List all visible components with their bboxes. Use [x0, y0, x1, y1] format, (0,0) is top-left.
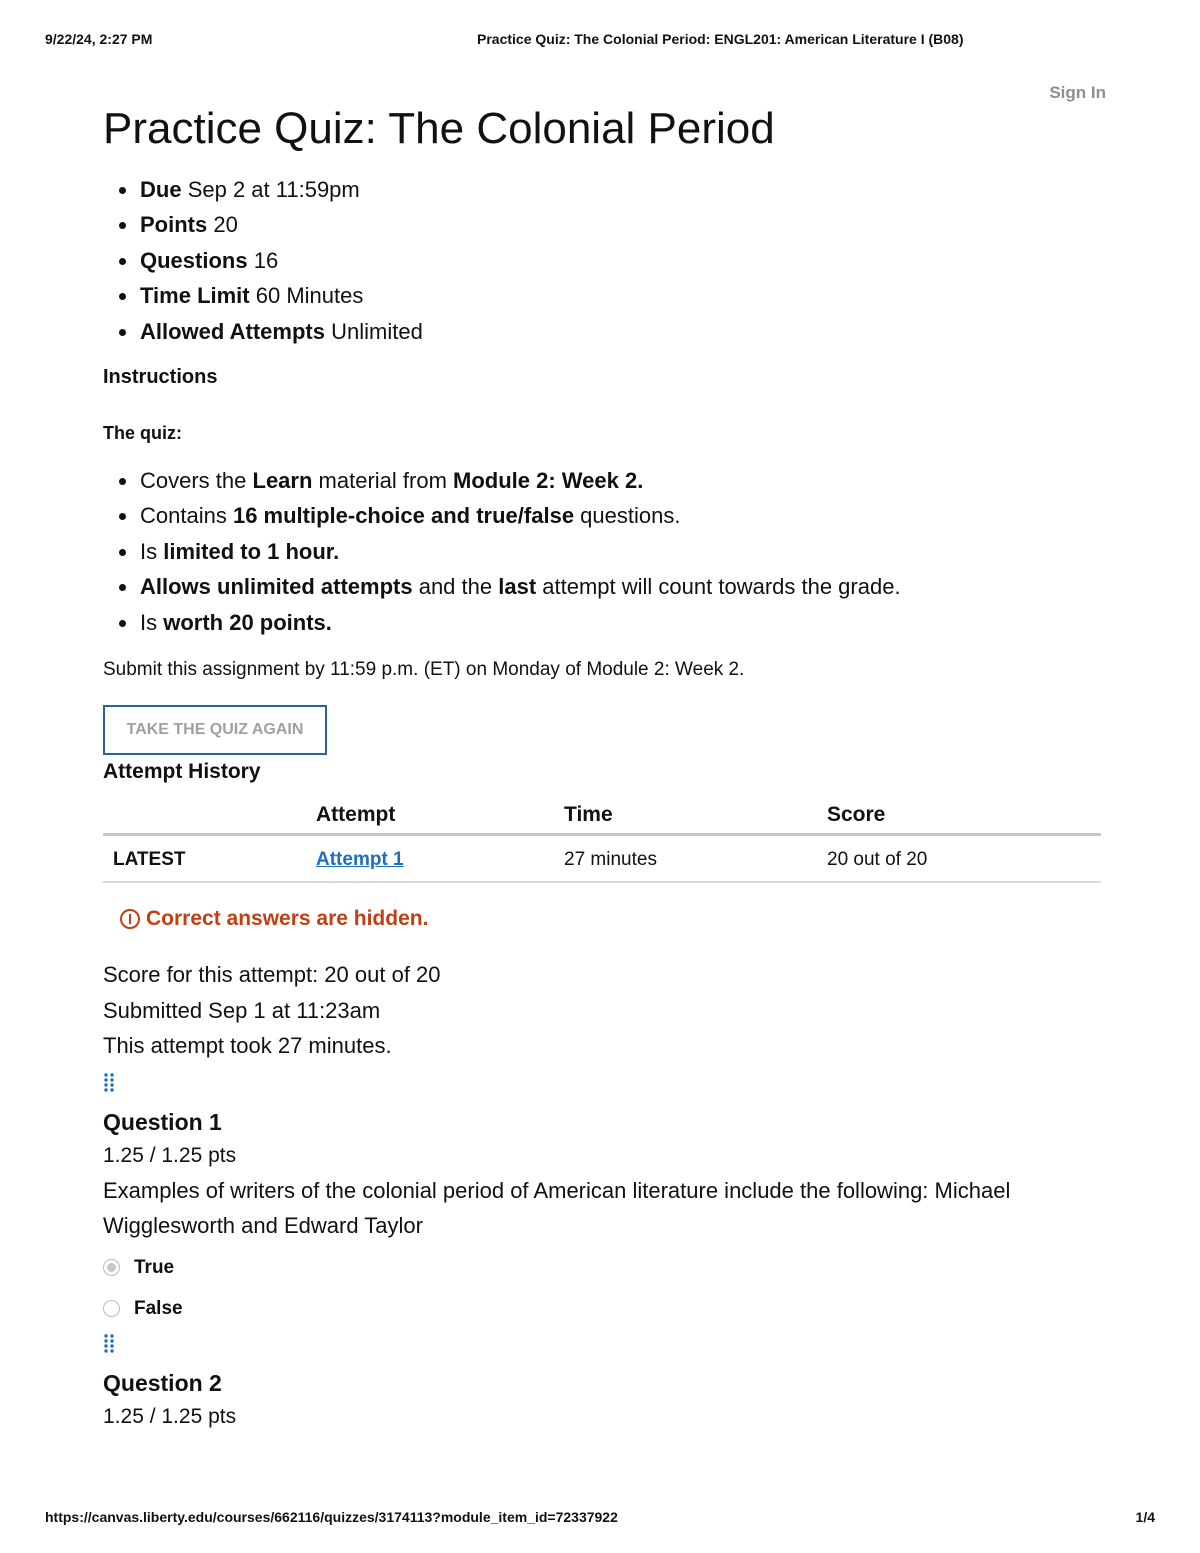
print-page-title: Practice Quiz: The Colonial Period: ENGL201: American Literature I (B08) [477, 31, 964, 47]
answer-label: True [134, 1256, 175, 1278]
question-title: Question 1 [103, 1108, 222, 1135]
table-header-attempt: Attempt [316, 799, 564, 835]
print-url: https://canvas.liberty.edu/courses/662116/quizzes/3174113?module_item_id=72337922 [45, 1509, 618, 1525]
quiz-meta-list [103, 172, 1103, 349]
hidden-note-text: Correct answers are hidden. [146, 907, 429, 931]
instruction-item [139, 569, 1103, 604]
attempt-submitted-line: Submitted Sep 1 at 11:23am [103, 997, 381, 1023]
print-footer [45, 1509, 1155, 1529]
table-header-row [103, 799, 1101, 835]
instruction-item [139, 534, 1103, 569]
instruction-segment: Module 2: Week 2. [453, 468, 644, 494]
instruction-segment: limited to 1 hour. [163, 538, 340, 564]
print-header [45, 31, 1155, 51]
main-content [103, 100, 1103, 1432]
meta-questions: • Questions 16 [139, 243, 1103, 278]
instruction-segment: questions. [574, 503, 681, 529]
instruction-item [139, 498, 1103, 533]
drag-handle-icon[interactable] [103, 1072, 115, 1094]
instruction-segment: Is [140, 609, 164, 635]
meta-allowed-attempts: • Allowed Attempts Unlimited [139, 314, 1103, 349]
print-date: 9/22/24, 2:27 PM [45, 31, 153, 47]
instruction-segment: 16 multiple-choice and true/false [232, 503, 575, 529]
answer-option-false[interactable] [103, 1293, 1103, 1325]
meta-points: • Points 20 [139, 207, 1103, 242]
take-quiz-again-button[interactable]: TAKE THE QUIZ AGAIN [103, 705, 327, 755]
instruction-segment: and the [412, 574, 499, 600]
instruction-segment: material from [312, 468, 454, 494]
question-2 [103, 1325, 1103, 1432]
question-points: 1.25 / 1.25 pts [103, 1143, 237, 1167]
radio-icon[interactable] [103, 1259, 120, 1276]
instruction-item [139, 605, 1103, 640]
instructions-list [103, 463, 1103, 640]
instruction-segment: attempt will count towards the grade. [536, 574, 901, 600]
instruction-segment: Allows unlimited attempts [140, 574, 413, 600]
latest-tag: LATEST [103, 835, 316, 883]
warning-circle-icon [120, 909, 140, 929]
instruction-segment: Is [140, 538, 164, 564]
answer-option-true[interactable] [103, 1252, 1103, 1284]
print-page-number: 1/4 [1135, 1509, 1155, 1525]
table-header-blank [103, 799, 316, 835]
attempt-score-line: Score for this attempt: 20 out of 20 [103, 962, 441, 988]
table-header-score: Score [827, 799, 1101, 835]
page-title: Practice Quiz: The Colonial Period [103, 104, 775, 153]
submit-note: Submit this assignment by 11:59 p.m. (ET) on Monday of Module 2: Week 2. [103, 659, 745, 681]
table-header-time: Time [564, 799, 827, 835]
instruction-segment: Learn [252, 468, 313, 494]
instructions-heading: Instructions [103, 366, 218, 389]
question-title: Question 2 [103, 1369, 222, 1396]
correct-answers-hidden-notice [120, 905, 1103, 933]
attempt-link[interactable]: Attempt 1 [316, 848, 404, 870]
instruction-segment: Contains [140, 503, 233, 529]
attempt-history-table [103, 799, 1101, 883]
meta-due: • Due Sep 2 at 11:59pm [139, 172, 1103, 207]
meta-time-limit: • Time Limit 60 Minutes [139, 278, 1103, 313]
instruction-segment: Covers the [140, 468, 253, 494]
answer-label: False [134, 1297, 183, 1319]
attempt-history-title: Attempt History [103, 760, 261, 784]
attempt-summary [103, 957, 1103, 1064]
table-row [103, 835, 1101, 883]
question-text: Examples of writers of the colonial period of American literature include the following: Michael Wigglesworth and Edward Taylor [103, 1177, 1011, 1238]
instruction-segment: last [498, 574, 537, 600]
instructions-intro: The quiz: [103, 423, 182, 444]
drag-handle-icon[interactable] [103, 1333, 115, 1355]
radio-icon[interactable] [103, 1300, 120, 1317]
instruction-item [139, 463, 1103, 498]
question-1 [103, 1064, 1103, 1325]
sign-in-link[interactable]: Sign In [1049, 83, 1106, 102]
attempt-score: 20 out of 20 [827, 835, 1101, 883]
attempt-time: 27 minutes [564, 835, 827, 883]
instruction-segment: worth 20 points. [163, 609, 332, 635]
question-points: 1.25 / 1.25 pts [103, 1404, 237, 1428]
attempt-duration-line: This attempt took 27 minutes. [103, 1033, 392, 1059]
